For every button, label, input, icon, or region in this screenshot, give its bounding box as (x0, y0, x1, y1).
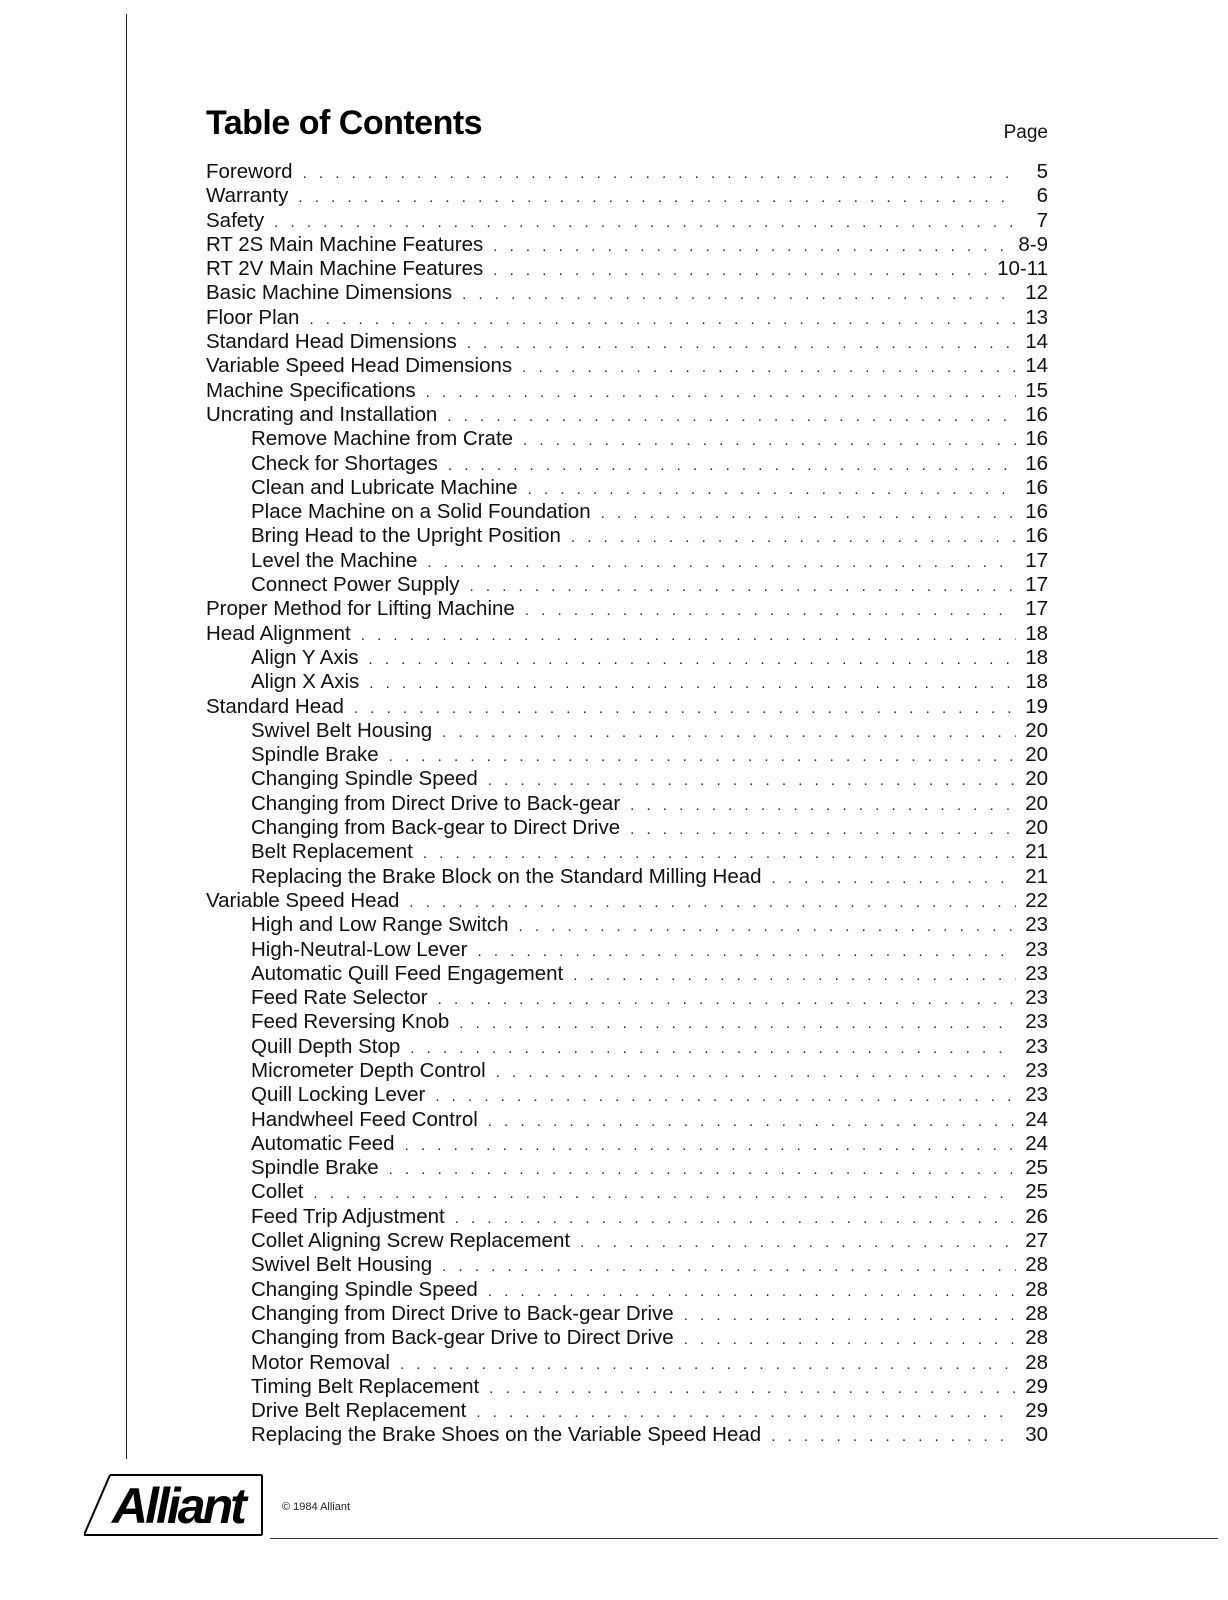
toc-entry-title: Quill Depth Stop (251, 1034, 401, 1058)
toc-entry-page: 8-9 (1018, 232, 1048, 256)
toc-entry (206, 524, 1048, 548)
toc-entry (206, 403, 1048, 427)
dot-leader (309, 308, 1016, 330)
toc-entry-page: 7 (1036, 208, 1048, 232)
toc-entry-page: 29 (1025, 1374, 1048, 1398)
toc-entry (206, 1423, 1048, 1447)
page-title: Table of Contents (206, 104, 483, 142)
toc-entry (206, 1253, 1048, 1277)
toc-entry-page: 20 (1025, 718, 1048, 742)
dot-leader (455, 1207, 1016, 1229)
toc-entry-title: Uncrating and Installation (206, 402, 438, 426)
toc-entry (206, 1059, 1048, 1083)
toc-entry (206, 767, 1048, 791)
toc-entry-title: Belt Replacement (251, 840, 413, 864)
toc-entry-title: Feed Trip Adjustment (251, 1204, 445, 1228)
toc-entry-page: 12 (1025, 281, 1048, 305)
toc-entry-page: 28 (1025, 1277, 1048, 1301)
toc-entry-title: Warranty (206, 184, 289, 208)
toc-entry-title: Floor Plan (206, 305, 300, 329)
dot-leader (459, 1012, 1016, 1034)
toc-entry (206, 1205, 1048, 1229)
toc-entry-title: Spindle Brake (251, 1156, 379, 1180)
dot-leader (400, 1353, 1016, 1375)
toc-entry (206, 257, 1048, 281)
dot-leader (427, 551, 1016, 573)
dot-leader (361, 624, 1016, 646)
toc-entry-page: 17 (1025, 573, 1048, 597)
dot-leader (477, 940, 1016, 962)
toc-entry-page: 18 (1025, 621, 1048, 645)
toc-entry-title: Motor Removal (251, 1350, 390, 1374)
dot-leader (303, 162, 1016, 184)
dot-leader (528, 478, 1016, 500)
dot-leader (519, 915, 1016, 937)
toc-entry-page: 5 (1036, 160, 1048, 183)
toc-entry-title: Machine Specifications (206, 378, 416, 402)
toc-entry-page: 23 (1025, 986, 1048, 1010)
dot-leader (771, 1425, 1016, 1447)
toc-entry-page: 25 (1025, 1180, 1048, 1204)
toc-entry (206, 184, 1048, 208)
dot-leader (435, 1085, 1016, 1107)
dot-leader (488, 1280, 1016, 1302)
toc-entry-page: 26 (1025, 1204, 1048, 1228)
toc-entry-title: Safety (206, 208, 265, 232)
toc-entry-title: Changing from Direct Drive to Back-gear (251, 791, 621, 815)
dot-leader (496, 1061, 1016, 1083)
dot-leader (409, 891, 1016, 913)
toc-entry (206, 160, 1048, 184)
toc-entry-title: Head Alignment (206, 621, 351, 645)
dot-leader (523, 429, 1016, 451)
toc-entry-page: 13 (1025, 305, 1048, 329)
toc-entry-page: 23 (1025, 1083, 1048, 1107)
toc-entry-title: RT 2V Main Machine Features (206, 257, 484, 281)
toc-entry-page: 16 (1025, 500, 1048, 524)
toc-entry-page: 24 (1025, 1107, 1048, 1131)
dot-leader (488, 1110, 1016, 1132)
toc-entry-page: 20 (1025, 816, 1048, 840)
toc-entry-page: 17 (1025, 597, 1048, 621)
toc-entry-title: High-Neutral-Low Lever (251, 937, 468, 961)
dot-leader (410, 1037, 1016, 1059)
toc-entry-page: 16 (1025, 402, 1048, 426)
dot-leader (405, 1134, 1016, 1156)
dot-leader (354, 697, 1016, 719)
toc-entry-title: Standard Head Dimensions (206, 330, 457, 354)
toc-entry-title: Basic Machine Dimensions (206, 281, 453, 305)
toc-entry-title: Align X Axis (251, 670, 360, 694)
toc-entry (206, 743, 1048, 767)
toc-entry-page: 17 (1025, 548, 1048, 572)
toc-entry (206, 1010, 1048, 1034)
footer-rule (270, 1538, 1218, 1539)
toc-entry-page: 27 (1025, 1229, 1048, 1253)
toc-entry-page: 15 (1025, 378, 1048, 402)
dot-leader (489, 1377, 1016, 1399)
toc-entry (206, 1302, 1048, 1326)
toc-entry-title: Level the Machine (251, 548, 418, 572)
toc-entry (206, 1375, 1048, 1399)
toc-entry-title: Clean and Lubricate Machine (251, 475, 518, 499)
toc-entry-title: Spindle Brake (251, 743, 379, 767)
toc-entry (206, 379, 1048, 403)
toc-entry-title: Feed Rate Selector (251, 986, 428, 1010)
dot-leader (448, 454, 1016, 476)
toc-entry-title: Bring Head to the Upright Position (251, 524, 561, 548)
toc-entry-title: Changing from Back-gear to Direct Drive (251, 816, 621, 840)
toc-entry-title: Automatic Quill Feed Engagement (251, 961, 564, 985)
toc-entry-page: 6 (1036, 184, 1048, 208)
dot-leader (274, 211, 1016, 233)
toc-entry-title: Variable Speed Head (206, 888, 400, 912)
toc-entry-page: 23 (1025, 1010, 1048, 1034)
dot-leader (426, 381, 1016, 403)
toc-entry-page: 22 (1025, 888, 1048, 912)
toc-entry (206, 427, 1048, 451)
toc-entry-title: Quill Locking Lever (251, 1083, 426, 1107)
toc-entry-page: 20 (1025, 767, 1048, 791)
toc-entry-title: Changing from Back-gear Drive to Direct Drive (251, 1326, 674, 1350)
toc-entry-title: Connect Power Supply (251, 573, 460, 597)
dot-leader (525, 599, 1016, 621)
toc-entry (206, 354, 1048, 378)
toc-entry-page: 23 (1025, 1034, 1048, 1058)
toc-entry (206, 1083, 1048, 1107)
toc-entry (206, 1399, 1048, 1423)
toc-entry-page: 25 (1025, 1156, 1048, 1180)
dot-leader (684, 1328, 1016, 1350)
toc-entry (206, 549, 1048, 573)
toc-entry-title: Collet (251, 1180, 304, 1204)
dot-leader (313, 1182, 1016, 1204)
dot-leader (630, 794, 1016, 816)
toc-entry-title: RT 2S Main Machine Features (206, 232, 484, 256)
toc-entry (206, 1108, 1048, 1132)
toc-entry-page: 28 (1025, 1301, 1048, 1325)
dot-leader (601, 502, 1016, 524)
toc-entry (206, 1351, 1048, 1375)
dot-leader (630, 818, 1016, 840)
toc-entry (206, 889, 1048, 913)
toc-entry-page: 23 (1025, 937, 1048, 961)
toc-entry-title: Replacing the Brake Block on the Standard Milling Head (251, 864, 762, 888)
toc-entry-title: Swivel Belt Housing (251, 1253, 433, 1277)
toc-entry (206, 1035, 1048, 1059)
toc-entry-page: 23 (1025, 961, 1048, 985)
toc-entry (206, 1229, 1048, 1253)
toc-entry-page: 20 (1025, 791, 1048, 815)
toc-entry (206, 1326, 1048, 1350)
dot-leader (442, 1255, 1016, 1277)
toc-entry-page: 28 (1025, 1326, 1048, 1350)
toc-entry-title: Changing Spindle Speed (251, 1277, 478, 1301)
toc-entry-page: 19 (1025, 694, 1048, 718)
toc-entry-title: Changing Spindle Speed (251, 767, 478, 791)
dot-leader (389, 745, 1016, 767)
dot-leader (488, 769, 1016, 791)
toc-entry-page: 16 (1025, 427, 1048, 451)
toc-entry-page: 16 (1025, 475, 1048, 499)
toc-entry-title: Place Machine on a Solid Foundation (251, 500, 591, 524)
toc-entry-page: 23 (1025, 1058, 1048, 1082)
toc-entry (206, 476, 1048, 500)
toc-entry-page: 18 (1025, 670, 1048, 694)
toc-entry (206, 646, 1048, 670)
toc-entry (206, 1132, 1048, 1156)
margin-rule (126, 14, 127, 1459)
toc-entry-page: 16 (1025, 451, 1048, 475)
dot-leader (447, 405, 1016, 427)
dot-leader (580, 1231, 1016, 1253)
dot-leader (462, 283, 1016, 305)
dot-leader (571, 526, 1016, 548)
toc-entry-page: 28 (1025, 1350, 1048, 1374)
toc-entry (206, 1180, 1048, 1204)
toc-entry (206, 500, 1048, 524)
toc-entry-page: 10-11 (997, 257, 1048, 281)
toc-entry-title: Remove Machine from Crate (251, 427, 514, 451)
toc-entry (206, 816, 1048, 840)
toc-entry (206, 1278, 1048, 1302)
toc-entry-title: Drive Belt Replacement (251, 1399, 467, 1423)
dot-leader (369, 672, 1016, 694)
toc-entry (206, 913, 1048, 937)
toc-entry (206, 719, 1048, 743)
toc-entry (206, 209, 1048, 233)
toc-entry-title: Proper Method for Lifting Machine (206, 597, 515, 621)
toc-entry (206, 938, 1048, 962)
toc-entry-page: 16 (1025, 524, 1048, 548)
toc-entry-title: Swivel Belt Housing (251, 718, 433, 742)
toc-entry-page: 21 (1025, 840, 1048, 864)
toc-header (206, 104, 1048, 154)
toc-entry-page: 30 (1025, 1423, 1048, 1447)
page-column-label: Page (1003, 122, 1048, 143)
toc-entry-title: Align Y Axis (251, 645, 359, 669)
toc-entry-title: Timing Belt Replacement (251, 1374, 480, 1398)
toc-entry (206, 233, 1048, 257)
toc-entry-page: 23 (1025, 913, 1048, 937)
toc-entry (206, 670, 1048, 694)
dot-leader (470, 575, 1016, 597)
toc-entry (206, 962, 1048, 986)
dot-leader (476, 1401, 1016, 1423)
toc-entry-page: 29 (1025, 1399, 1048, 1423)
alliant-logo (84, 1474, 264, 1536)
dot-leader (389, 1158, 1016, 1180)
toc-entry (206, 865, 1048, 889)
toc-entry (206, 986, 1048, 1010)
logo-wordmark: Alliant (112, 1478, 244, 1534)
dot-leader (772, 867, 1016, 889)
toc-entry-page: 21 (1025, 864, 1048, 888)
toc-entry-title: Micrometer Depth Control (251, 1058, 486, 1082)
dot-leader (467, 332, 1016, 354)
toc-entry-page: 18 (1025, 645, 1048, 669)
toc-entry (206, 330, 1048, 354)
dot-leader (684, 1304, 1016, 1326)
toc-entry (206, 597, 1048, 621)
dot-leader (493, 235, 1012, 257)
dot-leader (442, 721, 1016, 743)
toc-entry (206, 306, 1048, 330)
toc-entry (206, 622, 1048, 646)
toc-entry-title: Automatic Feed (251, 1131, 395, 1155)
toc-entry (206, 281, 1048, 305)
dot-leader (438, 988, 1016, 1010)
dot-leader (298, 186, 1016, 208)
toc-entry (206, 1156, 1048, 1180)
dot-leader (573, 964, 1016, 986)
toc-entry-title: Handwheel Feed Control (251, 1107, 478, 1131)
toc-list (206, 160, 1048, 1448)
toc-entry-page: 20 (1025, 743, 1048, 767)
toc-entry-page: 28 (1025, 1253, 1048, 1277)
toc-entry (206, 452, 1048, 476)
toc-entry-title: Variable Speed Head Dimensions (206, 354, 513, 378)
dot-leader (522, 356, 1016, 378)
toc-entry-title: Replacing the Brake Shoes on the Variable Speed Head (251, 1423, 762, 1447)
dot-leader (423, 842, 1016, 864)
toc-entry-title: High and Low Range Switch (251, 913, 509, 937)
toc-entry-title: Check for Shortages (251, 451, 438, 475)
toc-entry-page: 24 (1025, 1131, 1048, 1155)
toc-entry-title: Collet Aligning Screw Replacement (251, 1229, 571, 1253)
toc-entry-title: Feed Reversing Knob (251, 1010, 450, 1034)
toc-entry (206, 840, 1048, 864)
toc-entry (206, 792, 1048, 816)
toc-entry (206, 695, 1048, 719)
copyright-notice: © 1984 Alliant (282, 1501, 351, 1513)
dot-leader (493, 259, 991, 281)
toc-entry-title: Foreword (206, 160, 293, 183)
toc-entry-page: 14 (1025, 354, 1048, 378)
toc-entry-title: Changing from Direct Drive to Back-gear Drive (251, 1301, 674, 1325)
toc-entry (206, 573, 1048, 597)
toc-entry-page: 14 (1025, 330, 1048, 354)
toc-entry-title: Standard Head (206, 694, 344, 718)
dot-leader (369, 648, 1016, 670)
